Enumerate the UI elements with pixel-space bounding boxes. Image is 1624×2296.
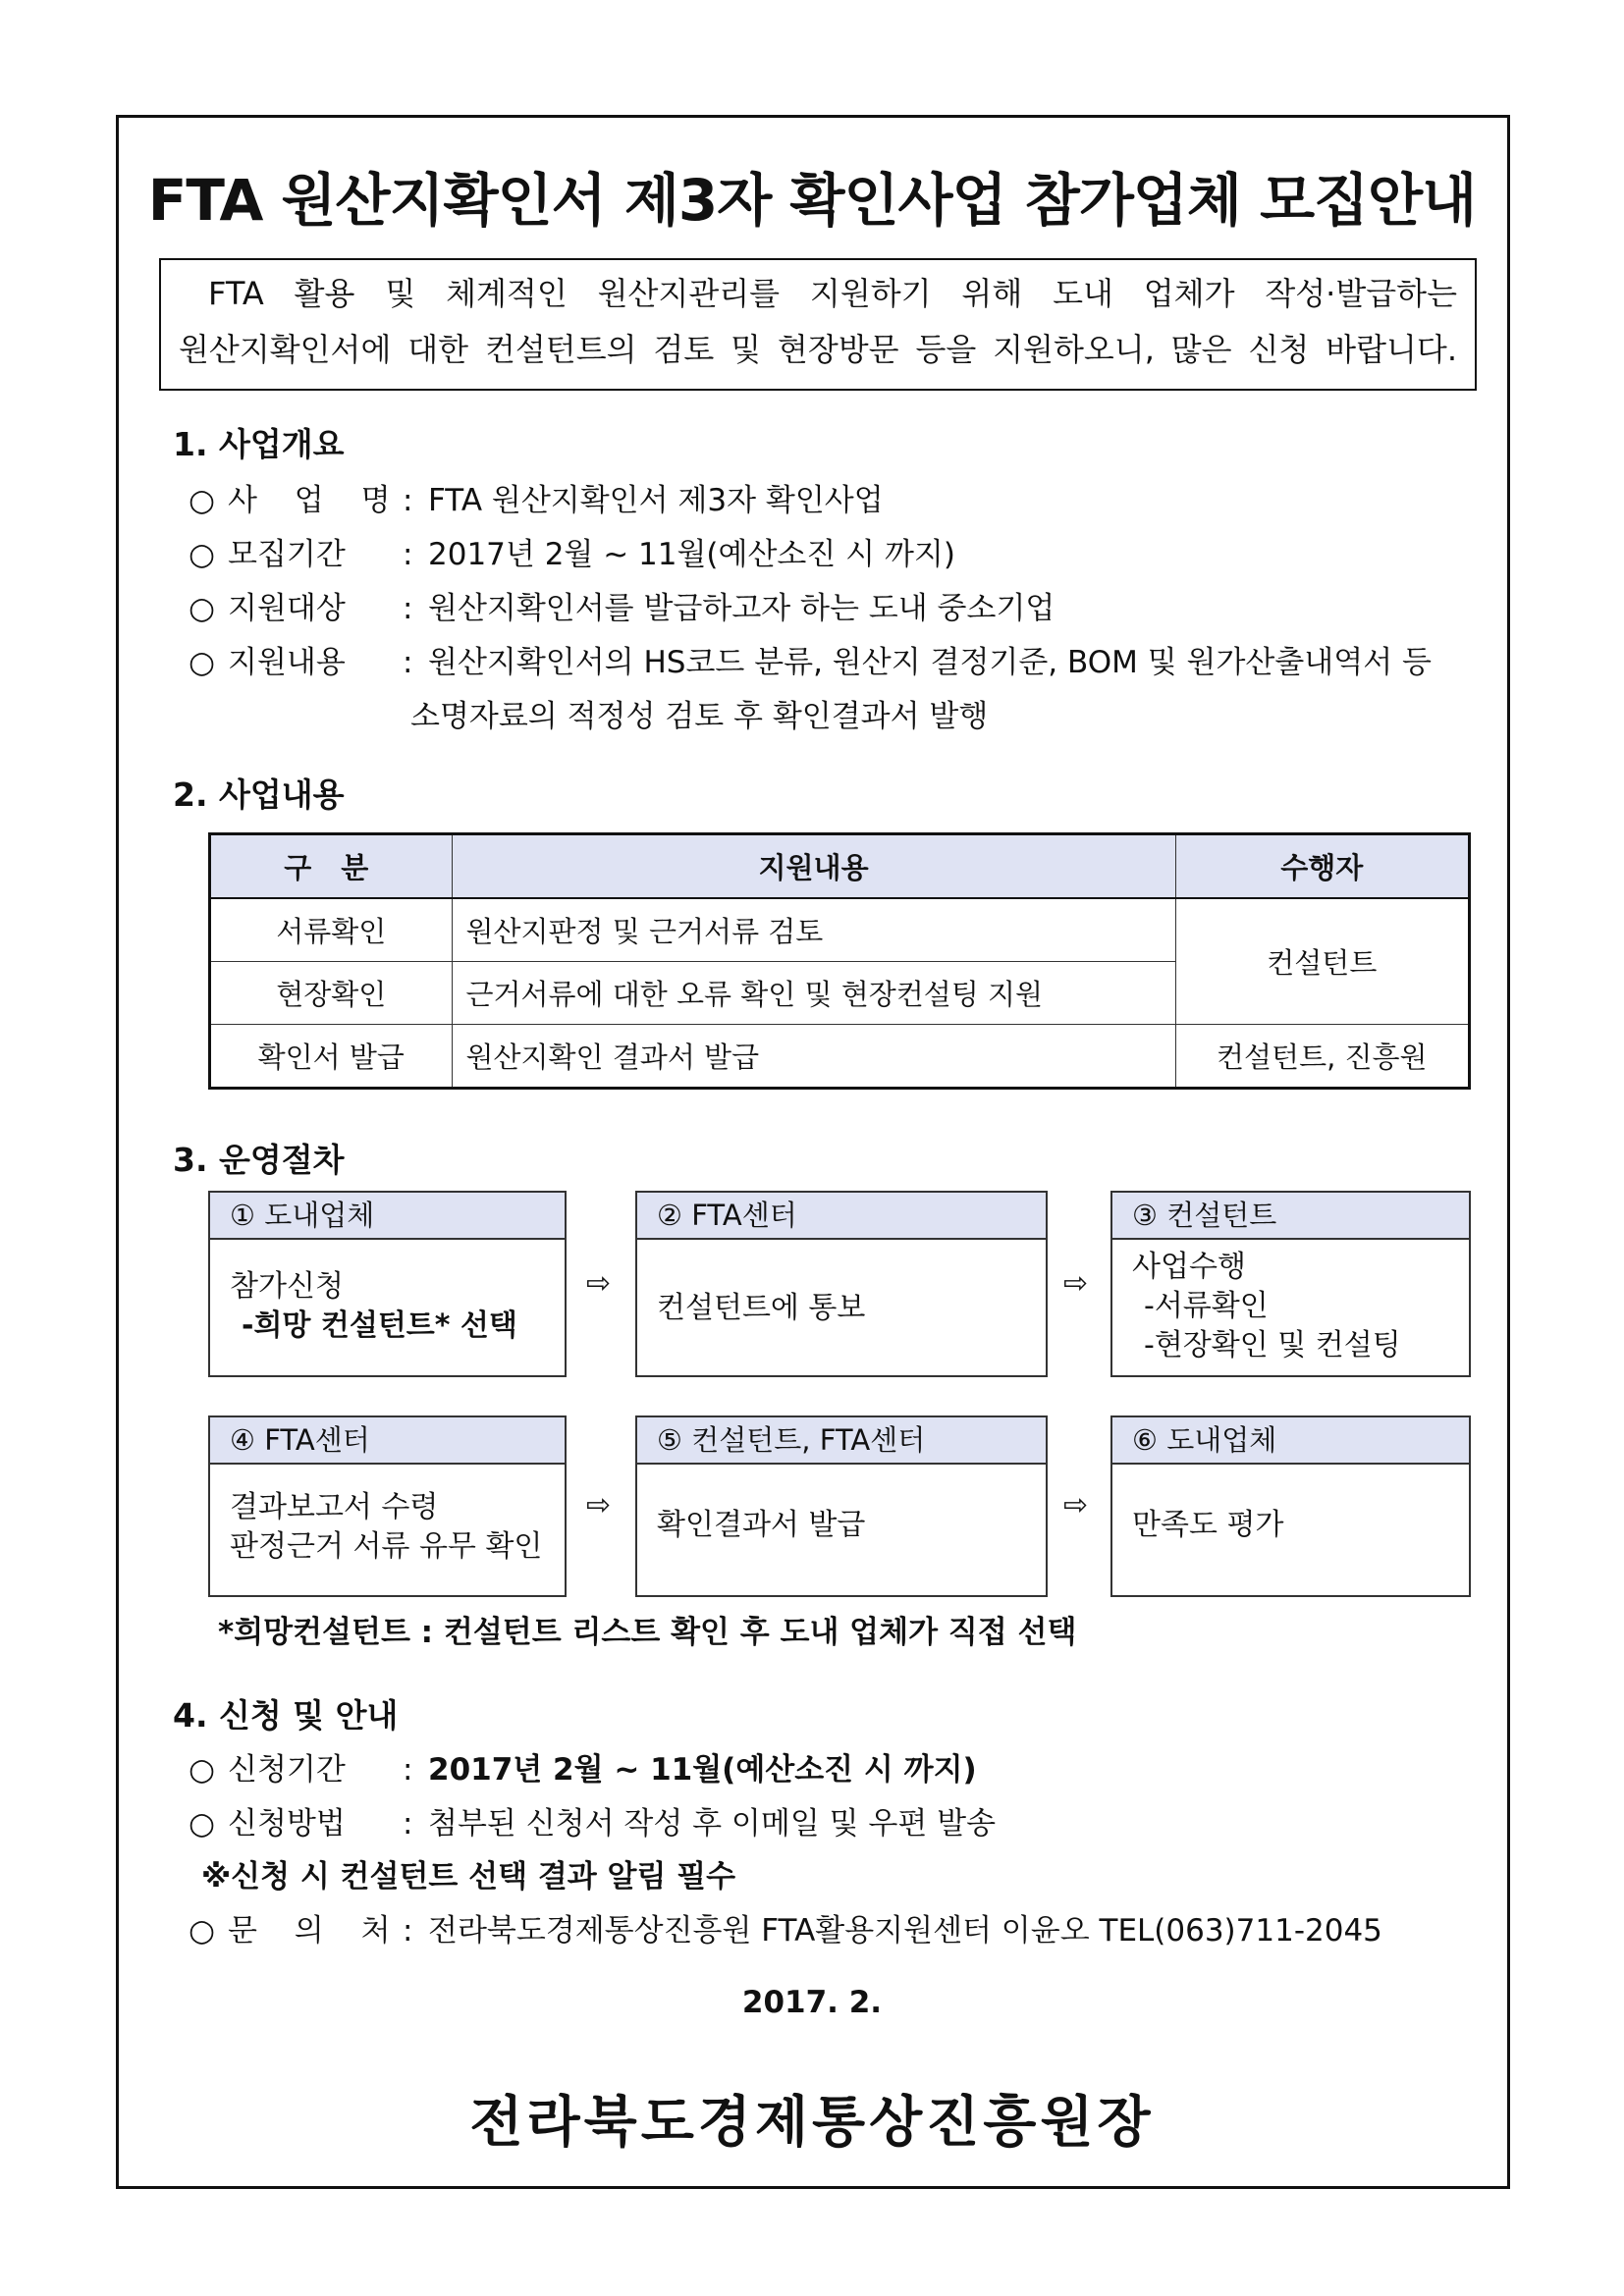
- document-date: 2017. 2.: [741, 1985, 883, 2020]
- row-category: 확인서 발급: [210, 1025, 453, 1089]
- process-step-5: [635, 1415, 1048, 1597]
- item-label: 신청기간: [228, 1752, 346, 1788]
- step-title: ⑥ 도내업체: [1112, 1417, 1469, 1465]
- process-step-4: [208, 1415, 567, 1597]
- step-line: 만족도 평가: [1132, 1508, 1284, 1542]
- arrow-right-icon: ⇨: [586, 1488, 612, 1522]
- apply-method: [189, 1798, 996, 1842]
- arrow-right-icon: ⇨: [1063, 1488, 1089, 1522]
- step-title: ① 도내업체: [210, 1193, 565, 1240]
- row-content: 원산지판정 및 근거서류 검토: [452, 898, 1175, 962]
- bullet-circle: ○: [189, 645, 216, 680]
- step-line: -서류확인: [1144, 1289, 1269, 1323]
- arrow-right-icon: ⇨: [1063, 1266, 1089, 1301]
- item-value: 첨부된 신청서 작성 후 이메일 및 우편 발송: [428, 1806, 997, 1842]
- colon: :: [403, 591, 413, 626]
- colon: :: [403, 645, 413, 680]
- step-line: 참가신청: [230, 1269, 344, 1304]
- row-performer: 컨설턴트, 진흥원: [1175, 1025, 1469, 1089]
- step-line: 판정근거 서류 유무 확인: [230, 1529, 543, 1564]
- arrow-right-icon: ⇨: [586, 1266, 612, 1301]
- step-line: 결과보고서 수령: [230, 1490, 439, 1524]
- header-content: 지원내용: [452, 834, 1175, 899]
- row-category: 현장확인: [210, 962, 453, 1025]
- item-value: 2017년 2월 ~ 11월(예산소진 시 까지): [428, 1752, 977, 1788]
- bullet-circle: ○: [189, 1806, 216, 1842]
- step-line: -현장확인 및 컨설팅: [1144, 1328, 1401, 1362]
- item-label: 지원대상: [228, 591, 346, 626]
- process-footnote: *희망컨설턴트 : 컨설턴트 리스트 확인 후 도내 업체가 직접 선택: [218, 1615, 1077, 1650]
- colon: :: [403, 537, 413, 572]
- apply-note: ※신청 시 컨설턴트 선택 결과 알림 필수: [201, 1859, 736, 1895]
- item-value: 원산지확인서를 발급하고자 하는 도내 중소기업: [428, 591, 1056, 626]
- item-label: 문 의 처: [228, 1913, 405, 1949]
- item-label: 신청방법: [228, 1806, 346, 1842]
- item-value: FTA 원산지확인서 제3자 확인사업: [428, 483, 884, 518]
- header-category: 구 분: [210, 834, 453, 899]
- process-step-3: [1110, 1191, 1471, 1377]
- step-title: ③ 컨설턴트: [1112, 1193, 1469, 1240]
- colon: :: [403, 1752, 413, 1788]
- table-row: [210, 1025, 1470, 1089]
- step-line: 사업수행: [1132, 1250, 1246, 1284]
- bullet-circle: ○: [189, 1752, 216, 1788]
- row-category: 서류확인: [210, 898, 453, 962]
- process-step-1: [208, 1191, 567, 1377]
- colon: :: [403, 1806, 413, 1842]
- row-performer-merged: 컨설턴트: [1175, 898, 1469, 1025]
- overview-item-name: [189, 475, 884, 519]
- table-header-row: [210, 834, 1470, 899]
- process-step-6: [1110, 1415, 1471, 1597]
- step-title: ② FTA센터: [637, 1193, 1046, 1240]
- table-row: [210, 898, 1470, 962]
- overview-item-period: [189, 529, 955, 573]
- item-label: 모집기간: [228, 537, 346, 572]
- contact-info: [189, 1905, 1382, 1949]
- overview-item-target: [189, 583, 1055, 627]
- item-value: 2017년 2월 ~ 11월(예산소진 시 까지): [428, 537, 955, 572]
- overview-item-content-cont: 소명자료의 적정성 검토 후 확인결과서 발행: [410, 699, 989, 734]
- section-1-heading: 1. 사업개요: [173, 425, 345, 463]
- process-step-2: [635, 1191, 1048, 1377]
- step-line: 컨설턴트에 통보: [657, 1291, 866, 1325]
- overview-item-content: [189, 637, 1432, 681]
- row-content: 원산지확인 결과서 발급: [452, 1025, 1175, 1089]
- intro-line-1: FTA 활용 및 체계적인 원산지관리를 지원하기 위해 도내 업체가 작성·발급하는: [208, 275, 1457, 312]
- item-label: 사 업 명: [228, 483, 405, 518]
- intro-line-2: 원산지확인서에 대한 컨설턴트의 검토 및 현장방문 등을 지원하오니, 많은 신청 바랍니다.: [179, 331, 1457, 368]
- header-performer: 수행자: [1175, 834, 1469, 899]
- section-2-heading: 2. 사업내용: [173, 775, 345, 814]
- step-title: ⑤ 컨설턴트, FTA센터: [637, 1417, 1046, 1465]
- section-3-heading: 3. 운영절차: [173, 1141, 345, 1179]
- step-line: 확인결과서 발급: [657, 1508, 866, 1542]
- bullet-circle: ○: [189, 1913, 216, 1949]
- step-line: -희망 컨설턴트* 선택: [242, 1308, 517, 1343]
- item-value: 원산지확인서의 HS코드 분류, 원산지 결정기준, BOM 및 원가산출내역서 등: [428, 645, 1432, 680]
- bullet-circle: ○: [189, 537, 216, 572]
- intro-box: [159, 258, 1477, 391]
- section-4-heading: 4. 신청 및 안내: [173, 1696, 399, 1735]
- issuer-signature: 전라북도경제통상진흥원장: [469, 2090, 1155, 2155]
- bullet-circle: ○: [189, 591, 216, 626]
- bullet-circle: ○: [189, 483, 216, 518]
- step-title: ④ FTA센터: [210, 1417, 565, 1465]
- item-label: 지원내용: [228, 645, 346, 680]
- row-content: 근거서류에 대한 오류 확인 및 현장컨설팅 지원: [452, 962, 1175, 1025]
- item-value: 전라북도경제통상진흥원 FTA활용지원센터 이윤오 TEL(063)711-2045: [428, 1913, 1382, 1949]
- apply-period: [189, 1744, 977, 1789]
- colon: :: [403, 483, 413, 518]
- business-content-table: [208, 832, 1471, 1090]
- document-title: FTA 원산지확인서 제3자 확인사업 참가업체 모집안내: [147, 167, 1477, 234]
- colon: :: [403, 1913, 413, 1949]
